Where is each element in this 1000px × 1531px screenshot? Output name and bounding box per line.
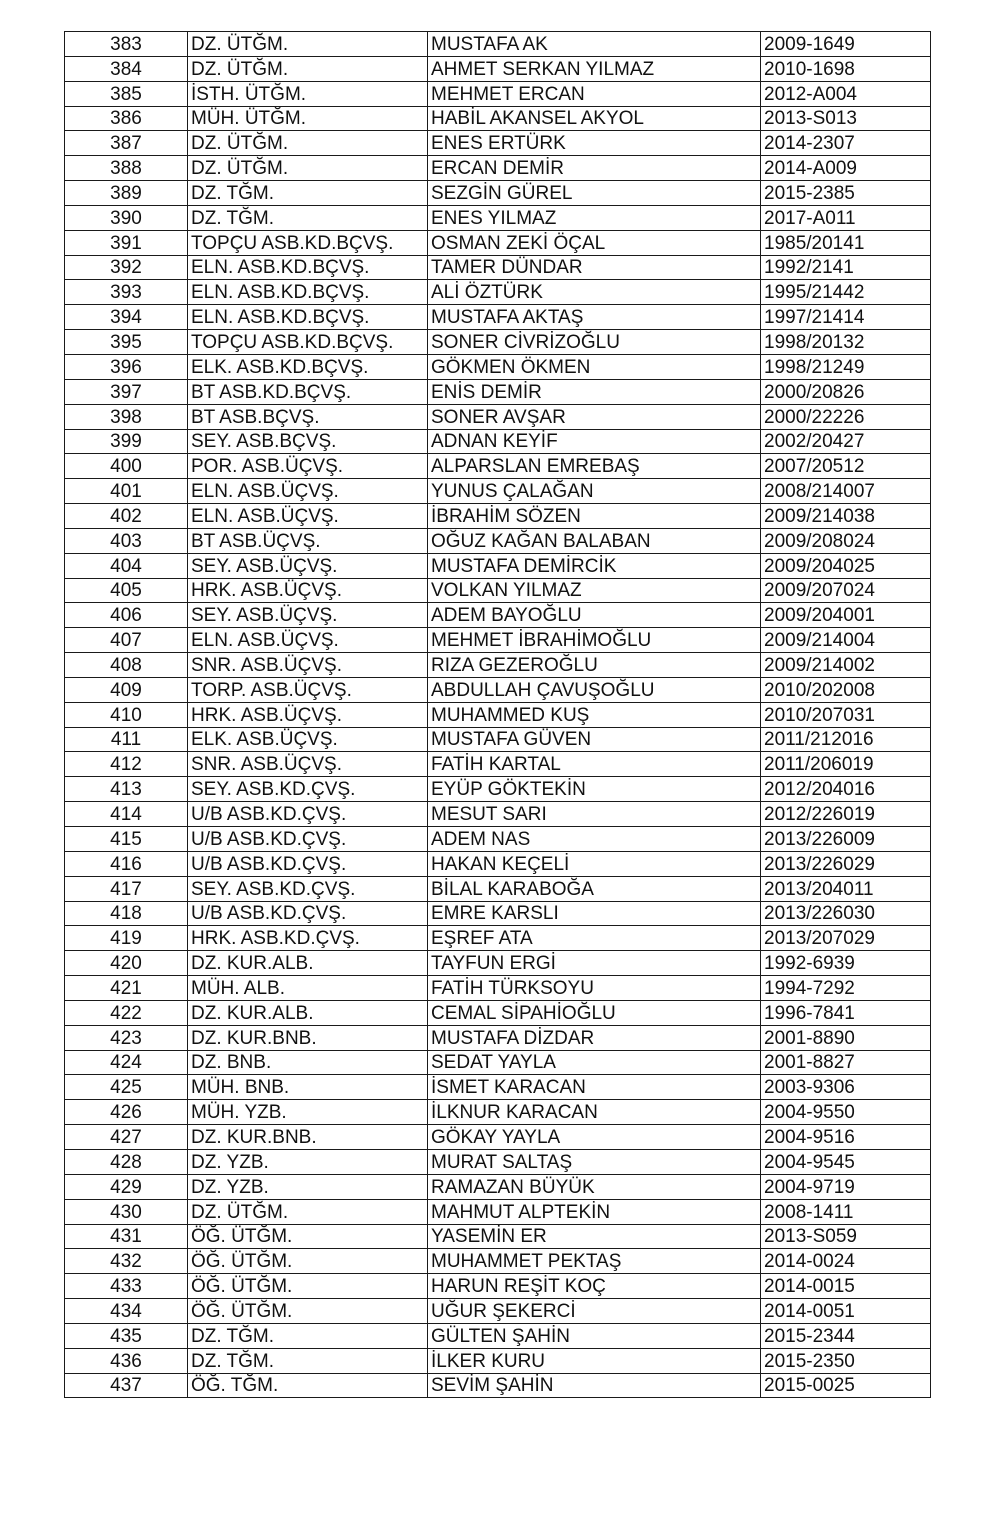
row-number-cell: 408 xyxy=(65,653,188,678)
rank-cell: DZ. ÜTĞM. xyxy=(188,32,428,57)
row-number-cell: 409 xyxy=(65,677,188,702)
row-number-cell: 403 xyxy=(65,528,188,553)
registry-number-cell: 1995/21442 xyxy=(761,280,931,305)
registry-number-cell: 2013/226029 xyxy=(761,851,931,876)
table-row xyxy=(65,354,931,379)
row-number-cell: 425 xyxy=(65,1075,188,1100)
table-row xyxy=(65,528,931,553)
row-number-cell: 414 xyxy=(65,802,188,827)
name-cell: SONER CİVRİZOĞLU xyxy=(428,330,761,355)
name-cell: FATİH TÜRKSOYU xyxy=(428,976,761,1001)
registry-number-cell: 2013/226009 xyxy=(761,827,931,852)
rank-cell: MÜH. YZB. xyxy=(188,1100,428,1125)
rank-cell: DZ. YZB. xyxy=(188,1149,428,1174)
table-row xyxy=(65,603,931,628)
row-number-cell: 393 xyxy=(65,280,188,305)
registry-number-cell: 2004-9550 xyxy=(761,1100,931,1125)
row-number-cell: 389 xyxy=(65,181,188,206)
rank-cell: ELN. ASB.ÜÇVŞ. xyxy=(188,479,428,504)
rank-cell: HRK. ASB.ÜÇVŞ. xyxy=(188,702,428,727)
registry-number-cell: 2015-2350 xyxy=(761,1348,931,1373)
name-cell: CEMAL SİPAHİOĞLU xyxy=(428,1000,761,1025)
name-cell: İLKNUR KARACAN xyxy=(428,1100,761,1125)
row-number-cell: 392 xyxy=(65,255,188,280)
row-number-cell: 394 xyxy=(65,305,188,330)
row-number-cell: 415 xyxy=(65,827,188,852)
rank-cell: MÜH. BNB. xyxy=(188,1075,428,1100)
registry-number-cell: 2014-0051 xyxy=(761,1299,931,1324)
rank-cell: POR. ASB.ÜÇVŞ. xyxy=(188,454,428,479)
rank-cell: MÜH. ALB. xyxy=(188,976,428,1001)
registry-number-cell: 2011/212016 xyxy=(761,727,931,752)
table-row xyxy=(65,553,931,578)
name-cell: RAMAZAN BÜYÜK xyxy=(428,1174,761,1199)
name-cell: VOLKAN YILMAZ xyxy=(428,578,761,603)
rank-cell: DZ. TĞM. xyxy=(188,181,428,206)
table-row xyxy=(65,876,931,901)
name-cell: ALPARSLAN EMREBAŞ xyxy=(428,454,761,479)
registry-number-cell: 1992/2141 xyxy=(761,255,931,280)
row-number-cell: 427 xyxy=(65,1125,188,1150)
rank-cell: U/B ASB.KD.ÇVŞ. xyxy=(188,901,428,926)
rank-cell: BT ASB.KD.BÇVŞ. xyxy=(188,379,428,404)
registry-number-cell: 1998/20132 xyxy=(761,330,931,355)
name-cell: İLKER KURU xyxy=(428,1348,761,1373)
registry-number-cell: 2009/204001 xyxy=(761,603,931,628)
row-number-cell: 423 xyxy=(65,1025,188,1050)
registry-number-cell: 2001-8890 xyxy=(761,1025,931,1050)
row-number-cell: 396 xyxy=(65,354,188,379)
rank-cell: ELN. ASB.KD.BÇVŞ. xyxy=(188,255,428,280)
row-number-cell: 387 xyxy=(65,131,188,156)
table-row xyxy=(65,479,931,504)
table-row xyxy=(65,802,931,827)
table-row xyxy=(65,901,931,926)
name-cell: HARUN REŞİT KOÇ xyxy=(428,1274,761,1299)
name-cell: ENİS DEMİR xyxy=(428,379,761,404)
registry-number-cell: 2009/207024 xyxy=(761,578,931,603)
rank-cell: ÖĞ. ÜTĞM. xyxy=(188,1249,428,1274)
row-number-cell: 411 xyxy=(65,727,188,752)
row-number-cell: 401 xyxy=(65,479,188,504)
table-row xyxy=(65,1274,931,1299)
registry-number-cell: 2011/206019 xyxy=(761,752,931,777)
rank-cell: HRK. ASB.ÜÇVŞ. xyxy=(188,578,428,603)
name-cell: HABİL AKANSEL AKYOL xyxy=(428,106,761,131)
name-cell: ERCAN DEMİR xyxy=(428,156,761,181)
name-cell: YUNUS ÇALAĞAN xyxy=(428,479,761,504)
name-cell: İBRAHİM SÖZEN xyxy=(428,504,761,529)
table-row xyxy=(65,1050,931,1075)
row-number-cell: 404 xyxy=(65,553,188,578)
table-row xyxy=(65,851,931,876)
table-row xyxy=(65,56,931,81)
rank-cell: DZ. TĞM. xyxy=(188,1348,428,1373)
registry-number-cell: 2007/20512 xyxy=(761,454,931,479)
registry-number-cell: 2014-0024 xyxy=(761,1249,931,1274)
name-cell: UĞUR ŞEKERCİ xyxy=(428,1299,761,1324)
registry-number-cell: 2015-2344 xyxy=(761,1323,931,1348)
name-cell: BİLAL KARABOĞA xyxy=(428,876,761,901)
name-cell: GÜLTEN ŞAHİN xyxy=(428,1323,761,1348)
registry-number-cell: 2012-A004 xyxy=(761,81,931,106)
name-cell: EYÜP GÖKTEKİN xyxy=(428,777,761,802)
registry-number-cell: 2009-1649 xyxy=(761,32,931,57)
table-row xyxy=(65,827,931,852)
row-number-cell: 426 xyxy=(65,1100,188,1125)
registry-number-cell: 2008/214007 xyxy=(761,479,931,504)
name-cell: MEHMET İBRAHİMOĞLU xyxy=(428,628,761,653)
row-number-cell: 433 xyxy=(65,1274,188,1299)
table-row xyxy=(65,504,931,529)
table-row xyxy=(65,1373,931,1398)
rank-cell: TORP. ASB.ÜÇVŞ. xyxy=(188,677,428,702)
table-row xyxy=(65,1174,931,1199)
rank-cell: SEY. ASB.BÇVŞ. xyxy=(188,429,428,454)
row-number-cell: 383 xyxy=(65,32,188,57)
rank-cell: U/B ASB.KD.ÇVŞ. xyxy=(188,827,428,852)
row-number-cell: 418 xyxy=(65,901,188,926)
row-number-cell: 435 xyxy=(65,1323,188,1348)
registry-number-cell: 2017-A011 xyxy=(761,205,931,230)
name-cell: ALİ ÖZTÜRK xyxy=(428,280,761,305)
name-cell: OĞUZ KAĞAN BALABAN xyxy=(428,528,761,553)
row-number-cell: 395 xyxy=(65,330,188,355)
registry-number-cell: 2002/20427 xyxy=(761,429,931,454)
rank-cell: ELK. ASB.KD.BÇVŞ. xyxy=(188,354,428,379)
table-row xyxy=(65,727,931,752)
rank-cell: DZ. TĞM. xyxy=(188,1323,428,1348)
table-row xyxy=(65,131,931,156)
registry-number-cell: 2008-1411 xyxy=(761,1199,931,1224)
name-cell: EMRE KARSLI xyxy=(428,901,761,926)
row-number-cell: 431 xyxy=(65,1224,188,1249)
registry-number-cell: 2013/226030 xyxy=(761,901,931,926)
rank-cell: ELN. ASB.KD.BÇVŞ. xyxy=(188,280,428,305)
name-cell: FATİH KARTAL xyxy=(428,752,761,777)
registry-number-cell: 2000/20826 xyxy=(761,379,931,404)
row-number-cell: 421 xyxy=(65,976,188,1001)
rank-cell: SNR. ASB.ÜÇVŞ. xyxy=(188,752,428,777)
rank-cell: ÖĞ. ÜTĞM. xyxy=(188,1224,428,1249)
name-cell: MUSTAFA GÜVEN xyxy=(428,727,761,752)
registry-number-cell: 2015-0025 xyxy=(761,1373,931,1398)
row-number-cell: 398 xyxy=(65,404,188,429)
table-row xyxy=(65,702,931,727)
name-cell: MUSTAFA DEMİRCİK xyxy=(428,553,761,578)
personnel-table-body xyxy=(65,32,931,1398)
rank-cell: SNR. ASB.ÜÇVŞ. xyxy=(188,653,428,678)
name-cell: TAYFUN ERGİ xyxy=(428,951,761,976)
rank-cell: ÖĞ. ÜTĞM. xyxy=(188,1299,428,1324)
table-row xyxy=(65,578,931,603)
row-number-cell: 410 xyxy=(65,702,188,727)
registry-number-cell: 2000/22226 xyxy=(761,404,931,429)
table-row xyxy=(65,1100,931,1125)
row-number-cell: 412 xyxy=(65,752,188,777)
name-cell: ADNAN KEYİF xyxy=(428,429,761,454)
registry-number-cell: 2004-9719 xyxy=(761,1174,931,1199)
table-row xyxy=(65,429,931,454)
name-cell: SEZGİN GÜREL xyxy=(428,181,761,206)
name-cell: ENES ERTÜRK xyxy=(428,131,761,156)
registry-number-cell: 2004-9545 xyxy=(761,1149,931,1174)
row-number-cell: 430 xyxy=(65,1199,188,1224)
rank-cell: TOPÇU ASB.KD.BÇVŞ. xyxy=(188,230,428,255)
row-number-cell: 397 xyxy=(65,379,188,404)
registry-number-cell: 1996-7841 xyxy=(761,1000,931,1025)
rank-cell: HRK. ASB.KD.ÇVŞ. xyxy=(188,926,428,951)
name-cell: SONER AVŞAR xyxy=(428,404,761,429)
row-number-cell: 390 xyxy=(65,205,188,230)
registry-number-cell: 2014-A009 xyxy=(761,156,931,181)
name-cell: EŞREF ATA xyxy=(428,926,761,951)
registry-number-cell: 2014-0015 xyxy=(761,1274,931,1299)
rank-cell: DZ. ÜTĞM. xyxy=(188,56,428,81)
registry-number-cell: 2013/207029 xyxy=(761,926,931,951)
rank-cell: ELK. ASB.ÜÇVŞ. xyxy=(188,727,428,752)
rank-cell: BT ASB.ÜÇVŞ. xyxy=(188,528,428,553)
registry-number-cell: 2013/204011 xyxy=(761,876,931,901)
table-row xyxy=(65,454,931,479)
rank-cell: DZ. ÜTĞM. xyxy=(188,1199,428,1224)
row-number-cell: 422 xyxy=(65,1000,188,1025)
name-cell: ADEM NAS xyxy=(428,827,761,852)
name-cell: HAKAN KEÇELİ xyxy=(428,851,761,876)
registry-number-cell: 2009/214002 xyxy=(761,653,931,678)
registry-number-cell: 2009/214038 xyxy=(761,504,931,529)
name-cell: MURAT SALTAŞ xyxy=(428,1149,761,1174)
row-number-cell: 400 xyxy=(65,454,188,479)
registry-number-cell: 2009/214004 xyxy=(761,628,931,653)
name-cell: MESUT SARI xyxy=(428,802,761,827)
table-row xyxy=(65,181,931,206)
table-row xyxy=(65,1149,931,1174)
rank-cell: MÜH. ÜTĞM. xyxy=(188,106,428,131)
rank-cell: ÖĞ. TĞM. xyxy=(188,1373,428,1398)
table-row xyxy=(65,677,931,702)
row-number-cell: 405 xyxy=(65,578,188,603)
table-row xyxy=(65,32,931,57)
rank-cell: DZ. KUR.BNB. xyxy=(188,1025,428,1050)
row-number-cell: 406 xyxy=(65,603,188,628)
name-cell: ENES YILMAZ xyxy=(428,205,761,230)
rank-cell: ELN. ASB.ÜÇVŞ. xyxy=(188,628,428,653)
name-cell: MUHAMMET PEKTAŞ xyxy=(428,1249,761,1274)
table-row xyxy=(65,1249,931,1274)
row-number-cell: 416 xyxy=(65,851,188,876)
table-row xyxy=(65,653,931,678)
registry-number-cell: 2004-9516 xyxy=(761,1125,931,1150)
name-cell: ABDULLAH ÇAVUŞOĞLU xyxy=(428,677,761,702)
registry-number-cell: 1998/21249 xyxy=(761,354,931,379)
registry-number-cell: 2009/204025 xyxy=(761,553,931,578)
name-cell: MAHMUT ALPTEKİN xyxy=(428,1199,761,1224)
rank-cell: SEY. ASB.ÜÇVŞ. xyxy=(188,603,428,628)
rank-cell: DZ. ÜTĞM. xyxy=(188,131,428,156)
registry-number-cell: 2014-2307 xyxy=(761,131,931,156)
rank-cell: U/B ASB.KD.ÇVŞ. xyxy=(188,802,428,827)
registry-number-cell: 1997/21414 xyxy=(761,305,931,330)
rank-cell: DZ. KUR.ALB. xyxy=(188,951,428,976)
table-row xyxy=(65,1025,931,1050)
row-number-cell: 420 xyxy=(65,951,188,976)
name-cell: TAMER DÜNDAR xyxy=(428,255,761,280)
row-number-cell: 402 xyxy=(65,504,188,529)
rank-cell: SEY. ASB.KD.ÇVŞ. xyxy=(188,876,428,901)
registry-number-cell: 2013-S059 xyxy=(761,1224,931,1249)
name-cell: MUHAMMED KUŞ xyxy=(428,702,761,727)
registry-number-cell: 2009/208024 xyxy=(761,528,931,553)
row-number-cell: 417 xyxy=(65,876,188,901)
row-number-cell: 413 xyxy=(65,777,188,802)
rank-cell: ELN. ASB.KD.BÇVŞ. xyxy=(188,305,428,330)
name-cell: MUSTAFA DİZDAR xyxy=(428,1025,761,1050)
name-cell: YASEMİN ER xyxy=(428,1224,761,1249)
row-number-cell: 407 xyxy=(65,628,188,653)
row-number-cell: 429 xyxy=(65,1174,188,1199)
table-row xyxy=(65,628,931,653)
table-row xyxy=(65,951,931,976)
table-row xyxy=(65,1199,931,1224)
name-cell: MUSTAFA AKTAŞ xyxy=(428,305,761,330)
registry-number-cell: 2010/202008 xyxy=(761,677,931,702)
rank-cell: DZ. BNB. xyxy=(188,1050,428,1075)
row-number-cell: 391 xyxy=(65,230,188,255)
name-cell: RIZA GEZEROĞLU xyxy=(428,653,761,678)
table-row xyxy=(65,205,931,230)
table-row xyxy=(65,1000,931,1025)
rank-cell: U/B ASB.KD.ÇVŞ. xyxy=(188,851,428,876)
row-number-cell: 386 xyxy=(65,106,188,131)
table-row xyxy=(65,976,931,1001)
rank-cell: DZ. KUR.BNB. xyxy=(188,1125,428,1150)
table-row xyxy=(65,81,931,106)
rank-cell: ELN. ASB.ÜÇVŞ. xyxy=(188,504,428,529)
table-row xyxy=(65,305,931,330)
rank-cell: DZ. YZB. xyxy=(188,1174,428,1199)
table-row xyxy=(65,926,931,951)
row-number-cell: 424 xyxy=(65,1050,188,1075)
rank-cell: SEY. ASB.ÜÇVŞ. xyxy=(188,553,428,578)
registry-number-cell: 2010/207031 xyxy=(761,702,931,727)
table-row xyxy=(65,280,931,305)
registry-number-cell: 1992-6939 xyxy=(761,951,931,976)
row-number-cell: 385 xyxy=(65,81,188,106)
rank-cell: SEY. ASB.KD.ÇVŞ. xyxy=(188,777,428,802)
row-number-cell: 436 xyxy=(65,1348,188,1373)
row-number-cell: 399 xyxy=(65,429,188,454)
rank-cell: ÖĞ. ÜTĞM. xyxy=(188,1274,428,1299)
table-row xyxy=(65,752,931,777)
row-number-cell: 434 xyxy=(65,1299,188,1324)
table-row xyxy=(65,777,931,802)
table-row xyxy=(65,1075,931,1100)
rank-cell: DZ. KUR.ALB. xyxy=(188,1000,428,1025)
rank-cell: BT ASB.BÇVŞ. xyxy=(188,404,428,429)
row-number-cell: 432 xyxy=(65,1249,188,1274)
rank-cell: DZ. ÜTĞM. xyxy=(188,156,428,181)
name-cell: GÖKMEN ÖKMEN xyxy=(428,354,761,379)
registry-number-cell: 2003-9306 xyxy=(761,1075,931,1100)
name-cell: OSMAN ZEKİ ÖÇAL xyxy=(428,230,761,255)
table-row xyxy=(65,1348,931,1373)
name-cell: ADEM BAYOĞLU xyxy=(428,603,761,628)
personnel-table xyxy=(64,31,931,1398)
table-row xyxy=(65,330,931,355)
rank-cell: DZ. TĞM. xyxy=(188,205,428,230)
table-row xyxy=(65,1299,931,1324)
rank-cell: İSTH. ÜTĞM. xyxy=(188,81,428,106)
name-cell: GÖKAY YAYLA xyxy=(428,1125,761,1150)
table-row xyxy=(65,404,931,429)
row-number-cell: 437 xyxy=(65,1373,188,1398)
table-row xyxy=(65,156,931,181)
table-row xyxy=(65,230,931,255)
registry-number-cell: 2012/204016 xyxy=(761,777,931,802)
name-cell: MEHMET ERCAN xyxy=(428,81,761,106)
registry-number-cell: 1994-7292 xyxy=(761,976,931,1001)
row-number-cell: 388 xyxy=(65,156,188,181)
table-row xyxy=(65,1224,931,1249)
table-row xyxy=(65,379,931,404)
table-row xyxy=(65,1323,931,1348)
registry-number-cell: 2013-S013 xyxy=(761,106,931,131)
table-row xyxy=(65,106,931,131)
registry-number-cell: 2012/226019 xyxy=(761,802,931,827)
row-number-cell: 384 xyxy=(65,56,188,81)
name-cell: SEDAT YAYLA xyxy=(428,1050,761,1075)
table-row xyxy=(65,1125,931,1150)
name-cell: İSMET KARACAN xyxy=(428,1075,761,1100)
registry-number-cell: 1985/20141 xyxy=(761,230,931,255)
name-cell: MUSTAFA AK xyxy=(428,32,761,57)
registry-number-cell: 2010-1698 xyxy=(761,56,931,81)
row-number-cell: 428 xyxy=(65,1149,188,1174)
row-number-cell: 419 xyxy=(65,926,188,951)
rank-cell: TOPÇU ASB.KD.BÇVŞ. xyxy=(188,330,428,355)
table-row xyxy=(65,255,931,280)
name-cell: SEVİM ŞAHİN xyxy=(428,1373,761,1398)
registry-number-cell: 2001-8827 xyxy=(761,1050,931,1075)
name-cell: AHMET SERKAN YILMAZ xyxy=(428,56,761,81)
registry-number-cell: 2015-2385 xyxy=(761,181,931,206)
